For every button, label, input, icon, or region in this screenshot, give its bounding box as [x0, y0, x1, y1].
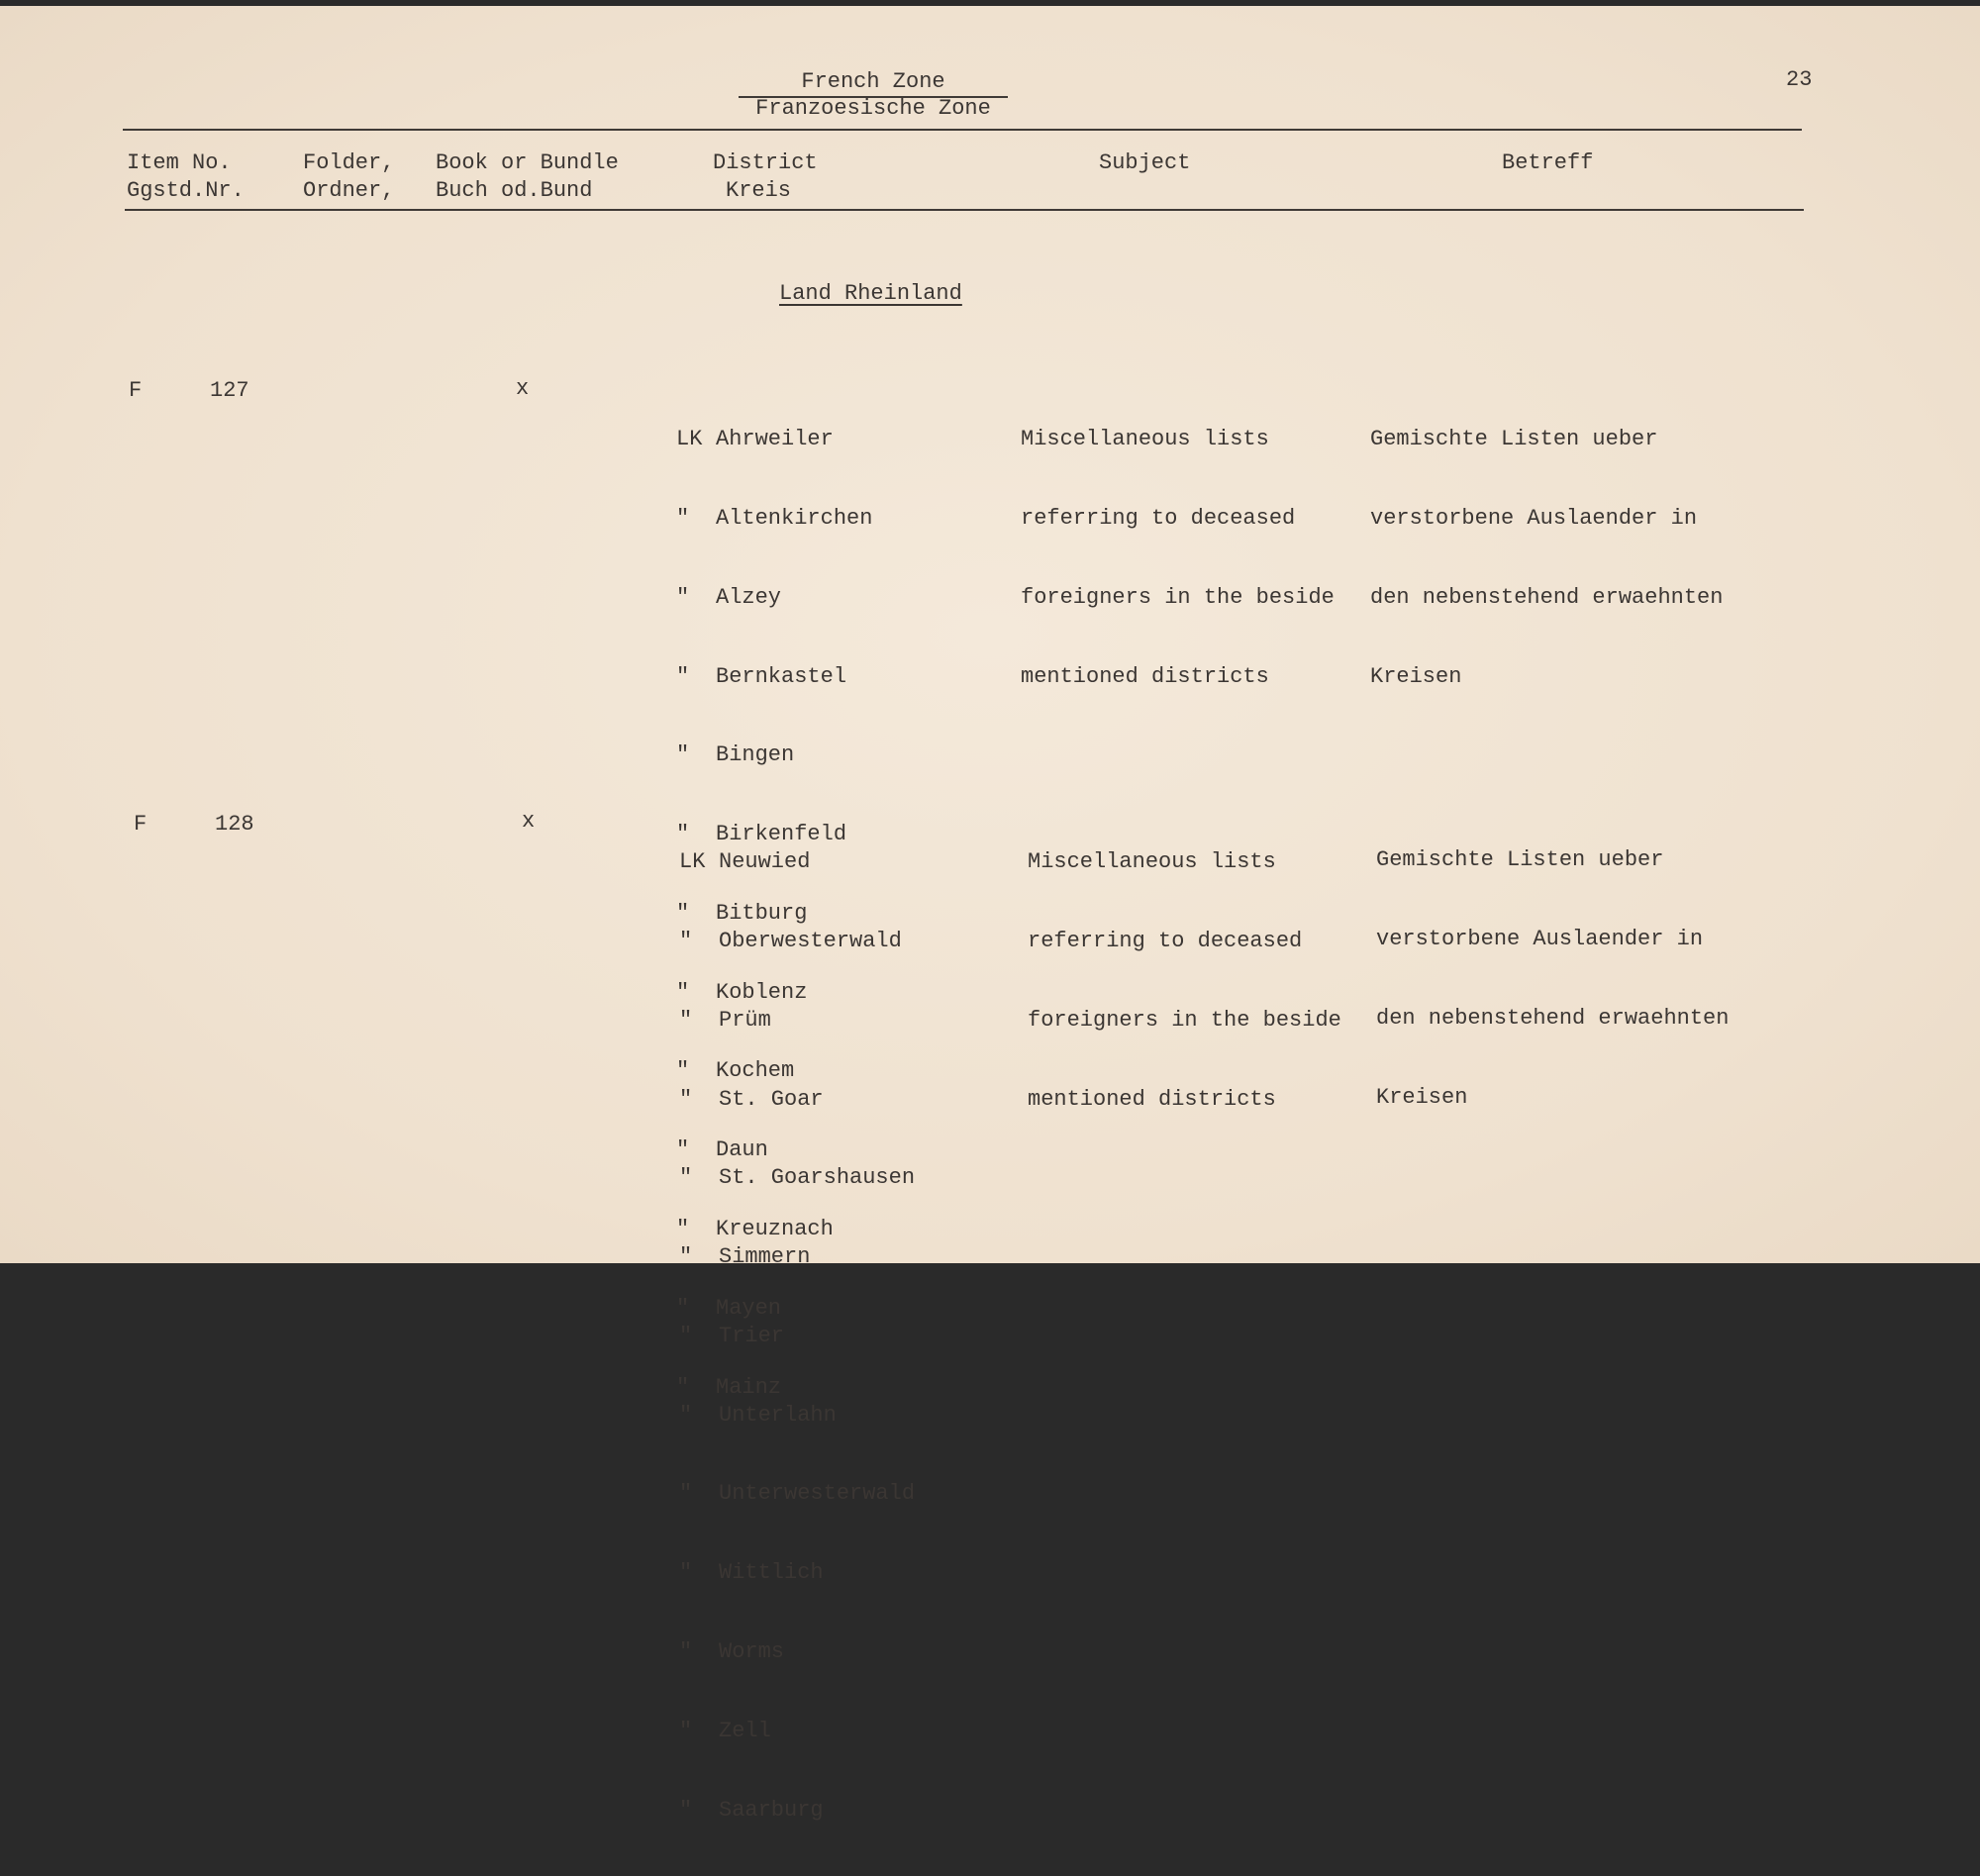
entry-subject: Miscellaneous lists referring to deceased foreigners in the beside mentioned districts	[1021, 427, 1335, 689]
entry-subject: Miscellaneous lists referring to deceased foreigners in the beside mentioned districts	[1028, 849, 1341, 1112]
district-item: " Mayen	[676, 1295, 782, 1321]
col-subject: Subject	[1099, 150, 1191, 175]
entry-item: F	[134, 812, 148, 837]
district-item: " Altenkirchen	[676, 505, 873, 531]
district-item: " Saarburg	[679, 1797, 824, 1823]
col-item-no-de: Ggstd.Nr.	[127, 178, 245, 203]
entry-book-mark: x	[516, 376, 530, 401]
entry-betreff: Gemischte Listen ueber verstorbene Auslaender in den nebenstehend erwaehnten Kreisen	[1370, 427, 1724, 689]
district-item: " St. Goar	[679, 1086, 824, 1112]
col-folder: Folder,	[303, 150, 395, 175]
entry-number: 128	[215, 812, 254, 837]
district-list	[679, 797, 915, 1876]
header-top-rule	[123, 129, 1802, 131]
col-folder-de: Ordner,	[303, 178, 395, 203]
section-title: Land Rheinland	[779, 281, 962, 306]
district-item: LK Neuwied	[679, 849, 811, 875]
col-district-de: Kreis	[726, 178, 792, 203]
district-item: " Mainz	[676, 1374, 782, 1400]
district-item: " Prüm	[679, 1007, 771, 1033]
district-item: " Koblenz	[676, 979, 808, 1005]
zone-title-de: Franzoesische Zone	[755, 96, 991, 121]
district-item: " Simmern	[679, 1244, 811, 1270]
entry-book-mark: x	[522, 809, 536, 834]
col-district: District	[713, 150, 818, 175]
district-item: " Bingen	[676, 742, 795, 768]
district-item: " Zell	[679, 1718, 771, 1743]
district-item: " Bitburg	[676, 900, 808, 926]
zone-title-en: French Zone	[801, 69, 945, 94]
district-item: " Alzey	[676, 584, 782, 610]
district-item: " St. Goarshausen	[679, 1165, 916, 1191]
header-bottom-rule	[125, 209, 1804, 211]
district-item: " Kreuznach	[676, 1217, 834, 1241]
entry-item: F	[129, 378, 143, 403]
district-item: " Trier	[679, 1323, 785, 1348]
page-number: 23	[1786, 67, 1813, 92]
col-betreff: Betreff	[1502, 150, 1594, 175]
district-item: " Bernkastel	[676, 663, 847, 689]
col-book: Book or Bundle	[436, 150, 619, 175]
district-item: " Unterlahn	[679, 1402, 837, 1428]
col-item-no: Item No.	[127, 150, 232, 175]
district-item: " Kochem	[676, 1058, 795, 1084]
district-item: " Birkenfeld	[676, 822, 847, 847]
entry-number: 127	[210, 378, 249, 403]
entry-betreff: Gemischte Listen ueber verstorbene Auslaender in den nebenstehend erwaehnten Kreisen	[1376, 847, 1730, 1110]
district-item: " Wittlich	[679, 1560, 824, 1586]
district-item: " Unterwesterwald	[679, 1481, 916, 1507]
document-page	[0, 6, 1980, 1823]
col-book-de: Buch od.Bund	[436, 178, 593, 203]
district-item: " Daun	[676, 1137, 768, 1163]
district-item: " Worms	[679, 1639, 785, 1664]
district-item: LK Ahrweiler	[676, 427, 834, 452]
district-item: " Oberwesterwald	[679, 928, 902, 953]
